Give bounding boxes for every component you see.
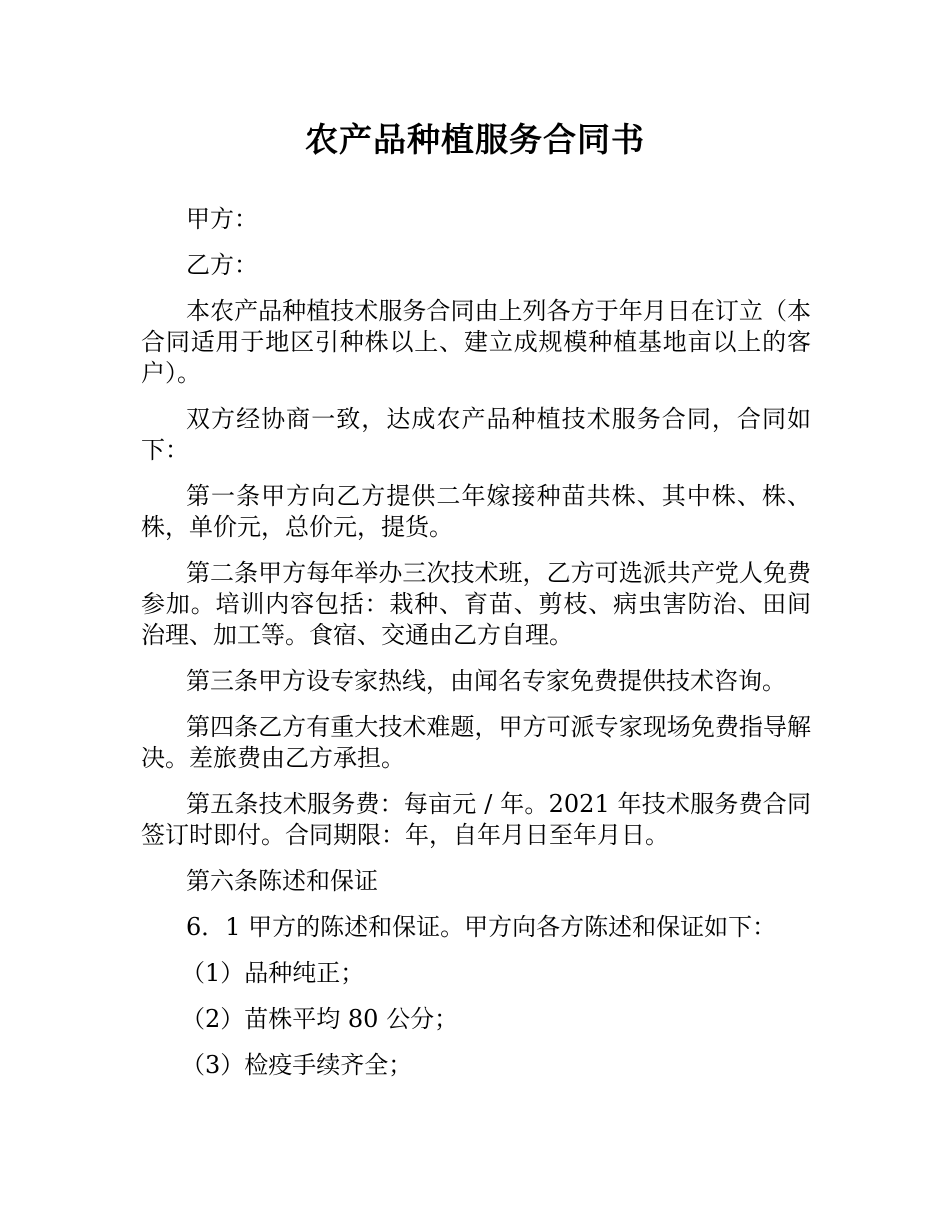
party-b-line: 乙方： <box>186 251 258 279</box>
article-4: 第四条乙方有重大技术难题，甲方可派专家现场免费指导解决。差旅费由乙方承担。 <box>141 713 811 772</box>
list-item-3: （3）检疫手续齐全； <box>181 1051 413 1079</box>
article-2: 第二条甲方每年举办三次技术班，乙方可选派共产党人免费参加。培训内容包括：栽种、育苗、剪枝、病虫害防治、田间治理、加工等。食宿、交通由乙方自理。 <box>141 559 811 649</box>
document-title: 农产品种植服务合同书 <box>305 120 645 159</box>
list-item-1: （1）品种纯正； <box>181 959 365 987</box>
agreement-paragraph: 双方经协商一致，达成农产品种植技术服务合同，合同如下： <box>141 405 811 464</box>
article-1: 第一条甲方向乙方提供二年嫁接种苗共株、其中株、株、株，单价元，总价元，提货。 <box>141 482 811 541</box>
article-6-heading: 第六条陈述和保证 <box>186 867 378 895</box>
article-3: 第三条甲方设专家热线，由闻名专家免费提供技术咨询。 <box>186 667 786 695</box>
list-item-2: （2）苗株平均 80 公分； <box>181 1005 459 1033</box>
document-body <box>141 204 811 1096</box>
article-5: 第五条技术服务费：每亩元 / 年。2021 年技术服务费合同签订时即付。合同期限：年，自年月日至年月日。 <box>141 790 811 849</box>
clause-6-1: 6．1 甲方的陈述和保证。甲方向各方陈述和保证如下： <box>186 913 777 941</box>
intro-paragraph: 本农产品种植技术服务合同由上列各方于年月日在订立（本合同适用于地区引种株以上、建立成规模种植基地亩以上的客户）。 <box>141 297 811 387</box>
party-a-line: 甲方： <box>186 205 258 233</box>
